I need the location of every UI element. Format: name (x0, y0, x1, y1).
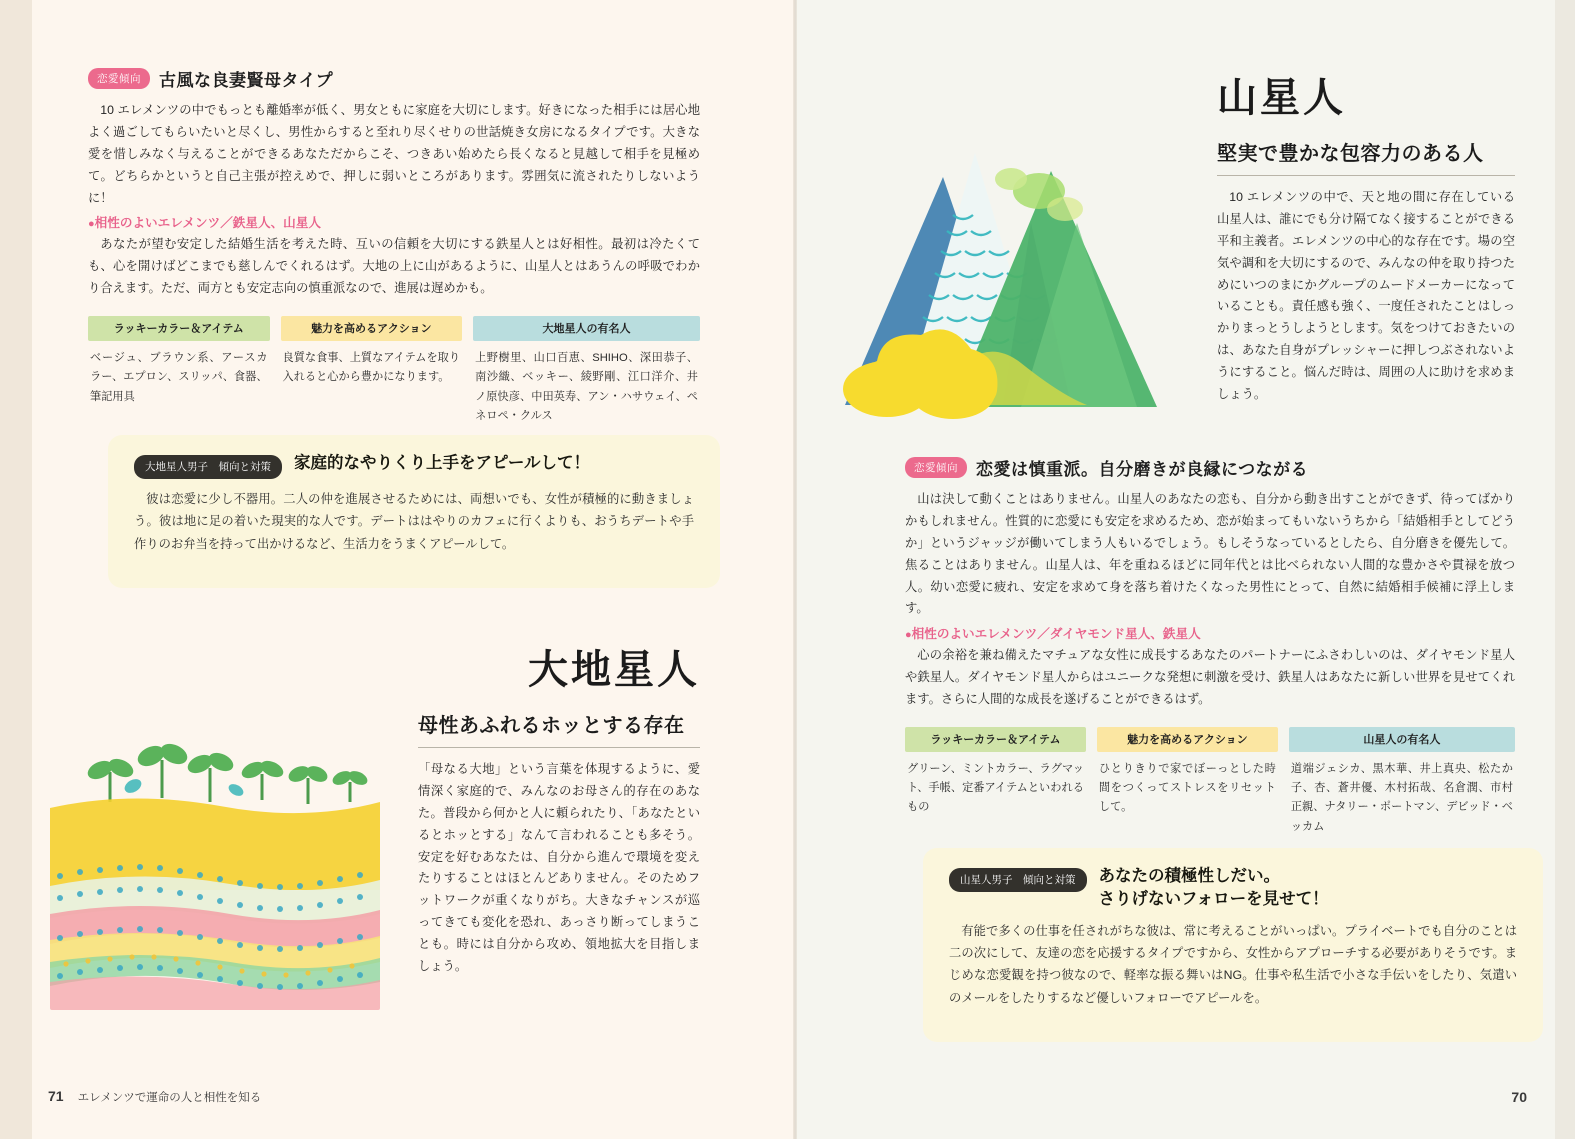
paragraph-1: 10 エレメンツの中でもっとも離婚率が低く、男女ともに家庭を大切にします。好きになった相手には居心地よく過ごしてもらいたいと尽くし、男性からすると至れり尽くせりの世話焼き女房になるタイプです。大きな愛を惜しみなく与えることができるあなただからこそ、つきあい始めたら長くなると見越して相手を見極めて。どちらかというと自己主張が控えめで、押しに弱いところがあります。雰囲気に流されたりしないように！ (88, 103, 700, 205)
column-celebrities (473, 316, 700, 426)
callout-header (134, 452, 694, 479)
bullet-dot-icon: ● (88, 218, 95, 231)
section-heading: 恋愛は慎重派。自分磨きが良縁につながる (976, 460, 1309, 479)
love-tendency-tag: 恋愛傾向 (88, 68, 150, 89)
earth-star-title: 大地星人 (528, 648, 700, 692)
mountain-illustration (825, 105, 1175, 435)
compatible-elements-text: 相性のよいエレメンツ／ダイヤモンド星人、鉄星人 (911, 627, 1201, 642)
paragraph-2: あなたが望む安定した結婚生活を考えた時、互いの信頼を大切にする鉄星人とは好相性。最初は冷たくても、心を開けばどこまでも慈しんでくれるはず。大地の上に山があるように、山星人とはあうんの呼吸でわかり合えます。ただ、両方とも安定志向の慎重派なので、進展は遅めかも。 (88, 237, 700, 296)
column-body: ベージュ、ブラウン系、アースカラー、エプロン、スリッパ、食器、筆記用具 (90, 352, 268, 403)
info-columns (88, 316, 700, 426)
earth-star-subtitle: 母性あふれるホッとする存在 (418, 709, 700, 748)
column-action (1097, 727, 1278, 837)
page-number: 71 (48, 1088, 64, 1104)
column-action (281, 316, 463, 426)
compatible-elements-label (905, 623, 1515, 642)
column-body: 道端ジェシカ、黒木華、井上真央、松たか子、杏、蒼井優、木村拓哉、名倉潤、市村正親、ナタリー・ポートマン、デビッド・ベッカム (1290, 762, 1513, 833)
book-gutter (793, 0, 797, 1139)
page-edge-left (0, 0, 32, 1139)
callout-title-line2: さりげないフォローを見せて！ (1098, 889, 1329, 908)
paragraph-1: 山は決して動くことはありません。山星人のあなたの恋も、自分から動き出すことができず、待ってばかりかもしれません。性質的に恋愛にも安定を求めるため、恋が始まってもいないうちから「結婚相手としてどうか」というジャッジが働いてしまう人もいるでしょう。もしそうなっているとしたら、自分磨きを優先して。焦ることはありません。山星人は、年を重ねるほどに同年代とは比べられない人間的な豊かさや貫禄を放つ人。幼い恋愛に疲れ、安定を求めて身を落ち着けたくなった男性にとって、自然に結婚相手候補に浮上します。 (905, 492, 1515, 616)
column-header: ラッキーカラー＆アイテム (905, 727, 1086, 752)
column-body: グリーン、ミントカラー、ラグマット、手帳、定番アイテムといわれるもの (907, 762, 1084, 814)
callout-mountain-men (923, 848, 1543, 1042)
column-header: 魅力を高めるアクション (281, 316, 463, 341)
bullet-dot-icon: ● (905, 629, 912, 642)
earth-layers-illustration (50, 690, 380, 1010)
mountain-star-block (1217, 66, 1515, 406)
mountain-star-intro: 10 エレメンツの中で、天と地の間に存在している山星人は、誰にでも分け隔てなく接することができる平和主義者。エレメンツの中心的な存在です。場の空気や調和を大切にするので、みんなの仲を取り持つためにいつのまにかグループのムードメーカーになっていることも。責任感も強く、一度任されたことはしっかりまっとうしようとします。気をつけておきたいのは、あなた自身がプレッシャーに押しつぶされないようにすること。悩んだ時は、周囲の人に助けを求めましょう。 (1217, 190, 1515, 401)
earth-star-block (418, 638, 700, 978)
callout-body: 有能で多くの仕事を任されがちな彼は、常に考えることがいっぱい。プライベートでも自分のことは二の次にして、友達の恋を応援するタイプですから、女性からアプローチする必要がありそうです。まじめな恋愛観を持つ彼なので、軽率な振る舞いはNG。仕事や私生活で小さな手伝いをしたり、気遣いのメールをしたりするなど優しいフォローでアピールを。 (949, 923, 1517, 1005)
callout-title-line1: あなたの積極性しだい。 (1098, 867, 1280, 885)
column-lucky-color (88, 316, 270, 426)
column-body: 良質な食事、上質なアイテムを取り入れると心から豊かになります。 (282, 352, 461, 384)
footer-left (48, 1088, 261, 1105)
column-header: 魅力を高めるアクション (1097, 727, 1278, 752)
callout-body: 彼は恋愛に少し不器用。二人の仲を進展させるためには、両想いでも、女性が積極的に動きましょう。彼は地に足の着いた現実的な人です。デートははやりのカフェに行くよりも、おうちデートや手作りのお弁当を持って出かけるなど、生活力をうまくアピールして。 (134, 492, 694, 551)
section-heading: 古風な良妻賢母タイプ (159, 71, 334, 90)
callout-pill: 大地星人男子 傾向と対策 (134, 455, 282, 479)
section-heading-row (88, 66, 700, 91)
section-love-tendency-earth (88, 66, 700, 426)
compatible-elements-label (88, 212, 700, 231)
column-body: 上野樹里、山口百恵、SHIHO、深田恭子、南沙織、ベッキー、綾野剛、江口洋介、井ノ原快彦、中田英寿、アン・ハサウェイ、ペネロペ・クルス (475, 352, 698, 422)
page-number: 70 (1511, 1089, 1527, 1105)
page-edge-right (1555, 0, 1575, 1139)
info-columns (905, 727, 1515, 837)
footer-caption: エレメンツで運命の人と相性を知る (77, 1092, 262, 1104)
compatible-elements-text: 相性のよいエレメンツ／鉄星人、山星人 (94, 216, 321, 231)
column-header: 山星人の有名人 (1289, 727, 1515, 752)
callout-title (1099, 865, 1329, 911)
callout-pill: 山星人男子 傾向と対策 (949, 868, 1087, 892)
mountain-star-title: 山星人 (1217, 76, 1346, 120)
paragraph-2: 心の余裕を兼ね備えたマチュアな女性に成長するあなたのパートナーにふさわしいのは、ダイヤモンド星人や鉄星人。ダイヤモンド星人からはユニークな発想に刺激を受け、鉄星人はあなたに新しい世界を見せてくれます。さらに人間的な成長を遂げることができるはず。 (905, 648, 1515, 706)
callout-header (949, 865, 1517, 911)
love-tendency-tag: 恋愛傾向 (905, 457, 967, 478)
callout-earth-men (108, 435, 720, 588)
column-lucky-color (905, 727, 1086, 837)
section-heading-row (905, 455, 1515, 480)
column-header: ラッキーカラー＆アイテム (88, 316, 270, 341)
section-love-tendency-mountain (905, 455, 1515, 837)
column-body: ひとりきりで家でぼーっとした時間をつくってストレスをリセットして。 (1098, 762, 1276, 814)
mountain-star-subtitle: 堅実で豊かな包容力のある人 (1217, 137, 1515, 176)
page-right (795, 0, 1575, 1139)
column-celebrities (1289, 727, 1515, 837)
callout-title: 家庭的なやりくり上手をアピールして！ (294, 454, 591, 472)
earth-star-body: 「母なる大地」という言葉を体現するように、愛情深く家庭的で、みんなのお母さん的存在のあなた。普段から何かと人に頼られたり、「あなたといるとホッとする」なんて言われることも多そう。安定を好むあなたは、自分から進んで環境を変えたりすることはほとんどありません。そのためフットワークが重くなりがち。大きなチャンスが巡ってきても変化を恐れ、あっさり断ってしまうことも。時には自分から攻め、領地拡大を目指しましょう。 (418, 762, 700, 973)
footer-right (1511, 1089, 1527, 1105)
column-header: 大地星人の有名人 (473, 316, 700, 341)
